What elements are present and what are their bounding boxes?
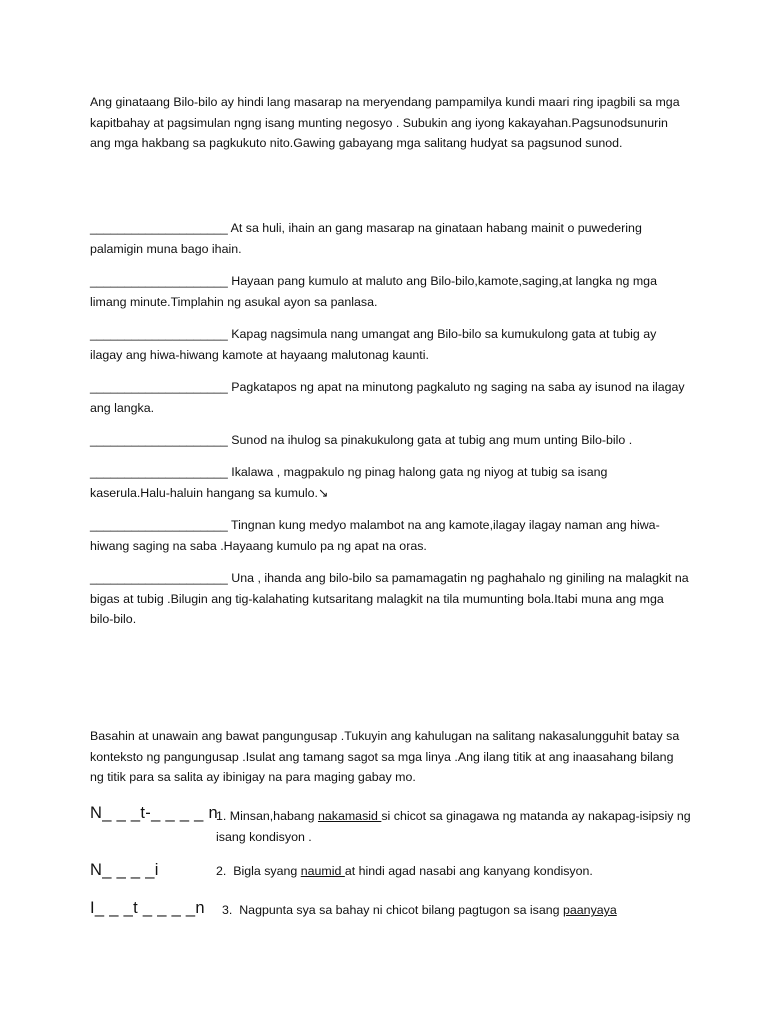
underlined-word: naumid [300,864,345,878]
item-number: 2. [216,864,227,878]
step-text: Kapag nagsimula nang umangat ang Bilo-bilo sa kumukulong gata at tubig ay ilagay ang hiwa-hiwang kamote at hayaang malutonag kaunti. [90,327,657,362]
answer-blank[interactable]: ____________________ [90,221,228,235]
item-number: 1. [216,809,227,823]
letter-pattern: I_ _ _t _ _ _ _n [90,899,205,917]
step-text: Pagkatapos ng apat na minutong pagkaluto ng saging na saba ay isunod na ilagay ang langka. [90,380,685,415]
step-item [90,568,690,630]
underlined-word: nakamasid [317,809,382,823]
step-item [90,515,690,556]
step-item [90,218,690,259]
vocab-sentence [222,900,617,921]
step-text: Hayaan pang kumulo at maluto ang Bilo-bilo,kamote,saging,at langka ng mga limang minute.Timplahin ng asukal ayon sa panlasa. [90,274,657,309]
step-text: Tingnan kung medyo malambot na ang kamote,ilagay ilagay naman ang hiwa-hiwang saging na saba .Hayaang kumulo pa ng apat na oras. [90,518,660,553]
sentence-part: si chicot sa ginagawa ng matanda ay nakapag-isipsiy ng isang kondisyon . [216,809,691,844]
step-text: Una , ihanda ang bilo-bilo sa pamamagatin ng paghahalo ng giniling na malagkit na bigas at tubig .Bilugin ang tig-kalahating kutsaritang malagkit na tila mumunting bola.Itabi muna ang mga bilo-bilo. [90,571,689,626]
answer-blank[interactable]: ____________________ [90,380,228,394]
answer-blank[interactable]: ____________________ [90,433,228,447]
step-item [90,271,690,312]
step-text: Ikalawa , magpakulo ng pinag halong gata ng niyog at tubig sa isang kaserula.Halu-haluin hangang sa kumulo.↘ [90,465,608,500]
vocab-sentence [216,861,593,882]
step-text: Sunod na ihulog sa pinakukulong gata at tubig ang mum unting Bilo-bilo . [231,433,633,447]
step-text: At sa huli, ihain an gang masarap na ginataan habang mainit o puwedering palamigin muna bago ihain. [90,221,642,256]
sentence-part: Bigla syang [233,864,301,878]
sentence-part: Nagpunta sya sa bahay ni chicot bilang pagtugon sa isang [239,903,563,917]
letter-pattern: N_ _ _ _i [90,861,159,879]
vocab-sentence [216,806,700,847]
step-item [90,324,690,365]
letter-pattern: N_ _ _t-_ _ _ _ n [90,804,219,822]
vocabulary-instructions: Basahin at unawain ang bawat pangungusap .Tukuyin ang kahulugan na salitang nakasalungguhit batay sa konteksto ng pangungusap .Isulat ang tamang sagot sa mga linya .Ang ilang titik at ang inaasahang bilang ng titik para sa salita ay ibinigay na para maging gabay mo. [90,729,680,784]
answer-blank[interactable]: ____________________ [90,571,228,585]
item-number: 3. [222,903,233,917]
answer-blank[interactable]: ____________________ [90,327,228,341]
vocab-item [90,898,700,958]
step-item [90,430,690,451]
intro-paragraph: Ang ginataang Bilo-bilo ay hindi lang masarap na meryendang pampamilya kundi maari ring ipagbili sa mga kapitbahay at pagsimulan ngng isang munting negosyo . Subukin ang iyong kakayahan.Pagsunodsunurin ang mga hakbang sa pagkukuto nito.Gawing gabayang mga salitang hudyat sa pagsunod sunod. [90,95,680,150]
step-item [90,462,690,503]
step-item [90,377,690,418]
underlined-word: paanyaya [563,903,617,917]
answer-blank[interactable]: ____________________ [90,465,228,479]
answer-blank[interactable]: ____________________ [90,274,228,288]
sentence-part: at hindi agad nasabi ang kanyang kondisyon. [344,864,593,878]
vocab-item [90,803,700,863]
answer-blank[interactable]: ____________________ [90,518,228,532]
sentence-part: Minsan,habang [229,809,318,823]
